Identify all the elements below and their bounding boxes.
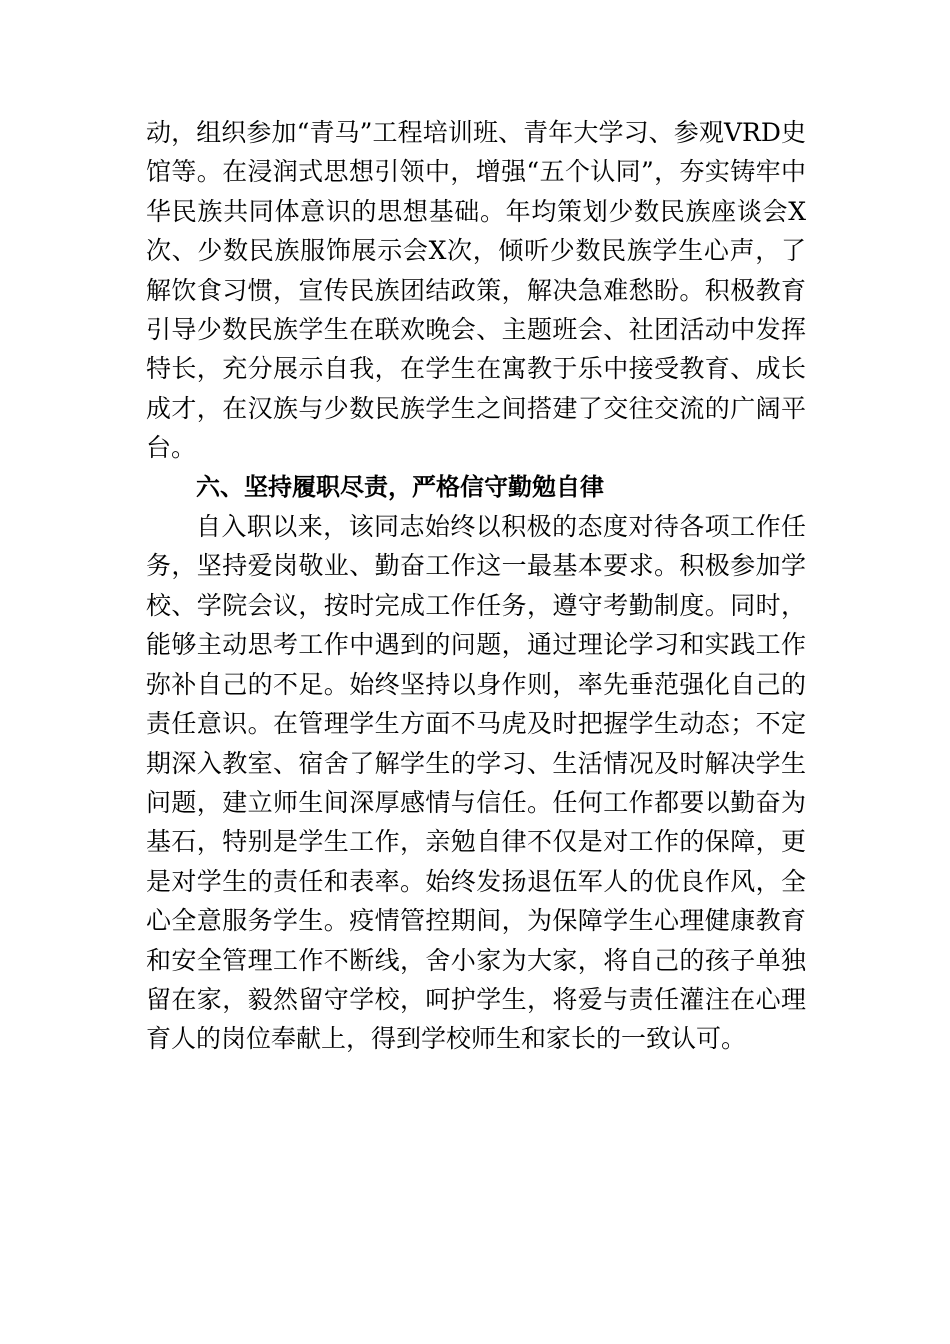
paragraph-continuation: 动，组织参加“青马”工程培训班、青年大学习、参观VRD史馆等。在浸润式思想引领中，增强“五个认同”，夯实铸牢中华民族共同体意识的思想基础。年均策划少数民族座谈会X次、少数民族服饰展示会X次，倾听少数民族学生心声，了解饮食习惯，宣传民族团结政策，解决急难愁盼。积极教育引导少数民族学生在联欢晚会、主题班会、社团活动中发挥特长，充分展示自我，在学生在寓教于乐中接受教育、成长成才，在汉族与少数民族学生之间搭建了交往交流的广阔平台。: [146, 118, 806, 463]
section-heading: 六、坚持履职尽责，严格信守勤勉自律: [196, 472, 604, 501]
document-body: [146, 113, 806, 1059]
paragraph-body: 自入职以来，该同志始终以积极的态度对待各项工作任务，坚持爱岗敬业、勤奋工作这一最基本要求。积极参加学校、学院会议，按时完成工作任务，遵守考勤制度。同时，能够主动思考工作中遇到的问题，通过理论学习和实践工作弥补自己的不足。始终坚持以身作则，率先垂范强化自己的责任意识。在管理学生方面不马虎及时把握学生动态；不定期深入教室、宿舍了解学生的学习、生活情况及时解决学生问题，建立师生间深厚感情与信任。任何工作都要以勤奋为基石，特别是学生工作，亲勉自律不仅是对工作的保障，更是对学生的责任和表率。始终发扬退伍军人的优良作风，全心全意服务学生。疫情管控期间，为保障学生心理健康教育和安全管理工作不断线，舍小家为大家，将自己的孩子单独留在家，毅然留守学校，呵护学生，将爱与责任灌注在心理育人的岗位奉献上，得到学校师生和家长的一致认可。: [146, 512, 806, 1054]
